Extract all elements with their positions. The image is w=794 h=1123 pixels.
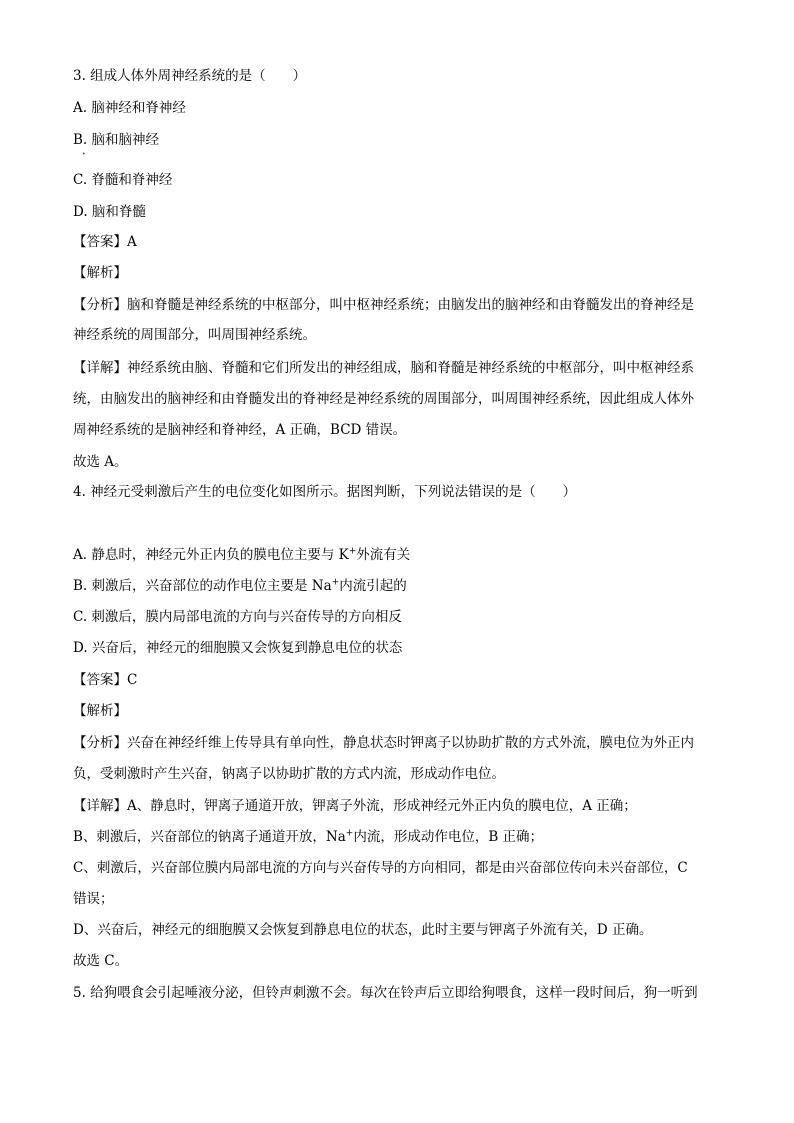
q4-xiangjie-line-2 — [73, 827, 543, 847]
q4-xiangjie-line-4: 错误； — [73, 891, 114, 907]
q3-option-b: B. 脑和脑神经 — [73, 132, 160, 148]
q4-xiangjie-line-3: C、刺激后，兴奋部位膜内局部电流的方向与兴奋传导的方向相同，都是由兴奋部位传向未兴奋部位，C — [73, 860, 688, 876]
q4-analysis-heading: 【解析】 — [73, 703, 127, 719]
q3-option-a: A. 脑神经和脊神经 — [73, 100, 186, 116]
q3-answer: 【答案】A — [73, 234, 137, 250]
q4-option-a — [73, 545, 410, 565]
q4-option-c: C. 刺激后，膜内局部电流的方向与兴奋传导的方向相反 — [73, 609, 402, 625]
q3-fenxi-line-1: 【分析】脑和脊髓是神经系统的中枢部分，叫中枢神经系统；由脑发出的脑神经和由脊髓发出的脊神经是 — [73, 297, 694, 313]
q4-option-b-sup: + — [331, 577, 340, 588]
q4-option-a-text: A. 静息时，神经元外正内负的膜电位主要与 K — [73, 547, 349, 563]
q4-fenxi-line-2: 负，受刺激时产生兴奋，钠离子以协助扩散的方式内流，形成动作电位。 — [73, 766, 505, 782]
q3-xiangjie-line-2: 统，由脑发出的脑神经和由脊髓发出的脊神经是神经系统的周围部分，叫周围神经系统，因此组成人体外 — [73, 391, 694, 407]
q4-option-b-tail: 内流引起的 — [339, 578, 407, 594]
q4-xiangjie-2-text: B、刺激后，兴奋部位的钠离子通道开放，Na — [73, 829, 346, 845]
q4-answer: 【答案】C — [73, 672, 138, 688]
q3-conclusion: 故选 A。 — [73, 454, 128, 470]
q3-option-c: C. 脊髓和脊神经 — [73, 172, 173, 188]
q4-option-b-text: B. 刺激后，兴奋部位的动作电位主要是 Na — [73, 578, 332, 594]
q3-analysis-heading: 【解析】 — [73, 265, 127, 281]
q4-xiangjie-line-1: 【详解】A、静息时，钾离子通道开放，钾离子外流，形成神经元外正内负的膜电位，A 正确； — [73, 798, 637, 814]
stray-dot: • — [82, 151, 86, 158]
q5-title: 5. 给狗喂食会引起唾液分泌，但铃声刺激不会。每次在铃声后立即给狗喂食，这样一段时间后，狗一听到 — [73, 985, 698, 1001]
q4-xiangjie-line-5: D、兴奋后，神经元的细胞膜又会恢复到静息电位的状态，此时主要与钾离子外流有关，D 正确。 — [73, 922, 653, 938]
q4-xiangjie-2-sup: + — [345, 828, 354, 839]
q3-xiangjie-line-1: 【详解】神经系统由脑、脊髓和它们所发出的神经组成，脑和脊髓是神经系统的中枢部分，叫中枢神经系 — [73, 360, 694, 376]
q4-option-b — [73, 576, 407, 596]
q4-option-a-tail: 外流有关 — [356, 547, 411, 563]
q4-option-d: D. 兴奋后，神经元的细胞膜又会恢复到静息电位的状态 — [73, 640, 403, 656]
q4-fenxi-line-1: 【分析】兴奋在神经纤维上传导具有单向性，静息状态时钾离子以协助扩散的方式外流，膜电位为外正内 — [73, 735, 694, 751]
q3-fenxi-line-2: 神经系统的周围部分，叫周围神经系统。 — [73, 327, 316, 343]
q4-conclusion: 故选 C。 — [73, 953, 129, 969]
q4-option-a-sup: + — [348, 546, 357, 557]
q3-xiangjie-line-3: 周神经系统的是脑神经和脊神经，A 正确，BCD 错误。 — [73, 422, 407, 438]
q4-title: 4. 神经元受刺激后产生的电位变化如图所示。据图判断，下列说法错误的是（ ） — [73, 484, 577, 500]
q3-option-d: D. 脑和脊髓 — [73, 204, 146, 220]
q4-xiangjie-2-tail: 内流，形成动作电位，B 正确； — [353, 829, 544, 845]
q3-title: 3. 组成人体外周神经系统的是（ ） — [73, 68, 307, 84]
